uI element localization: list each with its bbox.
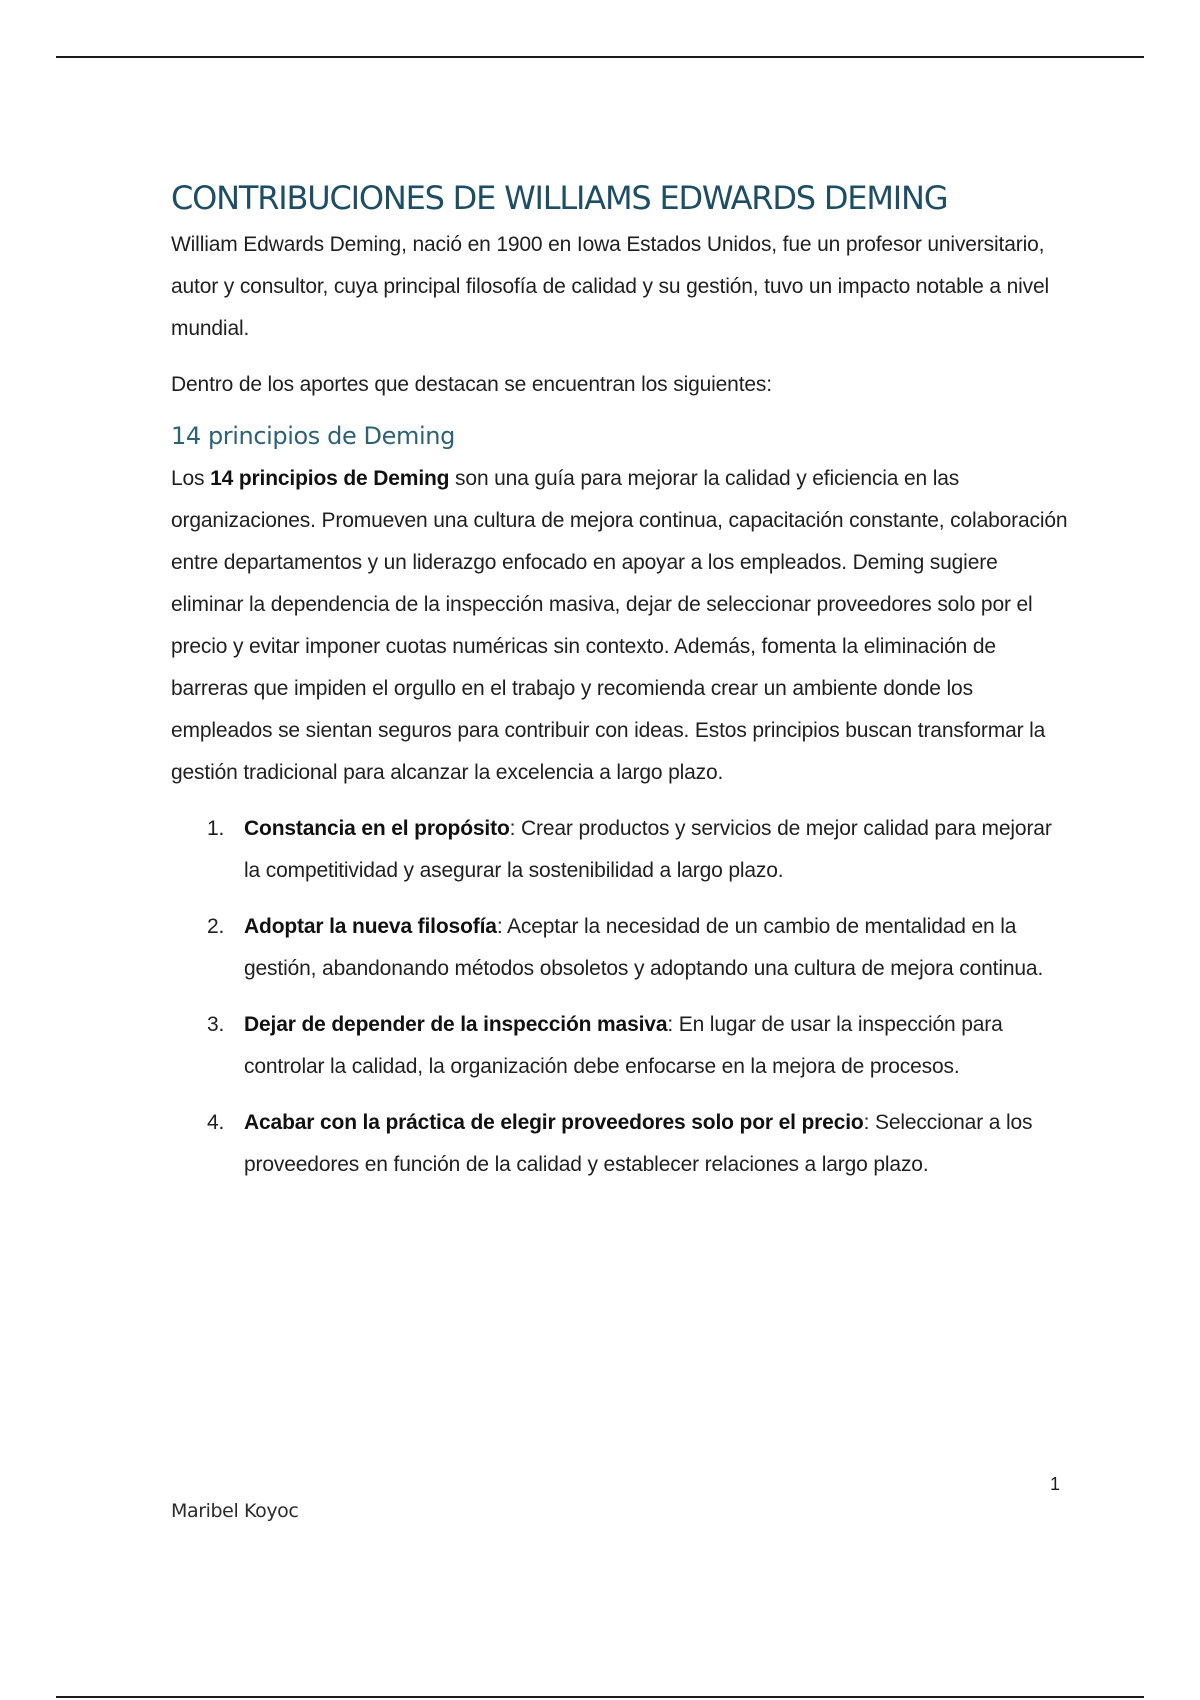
document-body [171,178,1071,1200]
list-item-number: 3. [207,1012,225,1036]
lead-paragraph: Dentro de los aportes que destacan se encuentran los siguientes: [171,373,772,396]
list-item-title: Adoptar la nueva filosofía [244,914,497,938]
description-bold: 14 principios de Deming [210,466,450,490]
list-item-text: : Aceptar la necesidad de un cambio de mentalidad en la gestión, abandonando métodos obsoletos y adoptando una cultura de mejora continua. [244,914,1044,980]
list-item-title: Constancia en el propósito [244,816,510,840]
principles-description [171,458,1071,794]
description-rest: son una guía para mejorar la calidad y eficiencia en las organizaciones. Promueven una cultura de mejora continua, capacitación constante, colaboración entre departamentos y un liderazgo enfocado en apoyar a los empleados. Deming sugiere eliminar la dependencia de la inspección masiva, dejar de seleccionar proveedores solo por el precio y evitar imponer cuotas numéricas sin contexto. Además, fomenta la eliminación de barreras que impiden el orgullo en el trabajo y recomienda crear un ambiente donde los empleados se sientan seguros para contribuir con ideas. Estos principios buscan transformar la gestión tradicional para alcanzar la excelencia a largo plazo. [171,466,1068,784]
intro-paragraph: William Edwards Deming, nació en 1900 en Iowa Estados Unidos, fue un profesor universitario, autor y consultor, cuya principal filosofía de calidad y su gestión, tuvo un impacto notable a nivel mundial. [171,233,1050,340]
top-rule [56,56,1144,58]
list-item-text: : Crear productos y servicios de mejor calidad para mejorar la competitividad y asegurar la sostenibilidad a largo plazo. [244,816,1052,882]
list-item-title: Dejar de depender de la inspección masiva [244,1012,668,1036]
description-prefix: Los [171,466,211,490]
list-item-title: Acabar con la práctica de elegir proveedores solo por el precio [244,1110,864,1134]
list-item [171,906,1071,990]
list-item [171,1102,1071,1186]
footer-author: Maribel Koyoc [171,1500,299,1522]
list-item [171,1004,1071,1088]
list-item-text: : En lugar de usar la inspección para controlar la calidad, la organización debe enfocarse en la mejora de procesos. [244,1012,1003,1078]
section-heading: 14 principios de Deming [171,422,455,450]
list-item-number: 2. [207,914,225,938]
list-item-number: 1. [207,816,225,840]
list-item-number: 4. [207,1110,225,1134]
document-title: CONTRIBUCIONES DE WILLIAMS EDWARDS DEMING [171,179,948,217]
page-number: 1 [1049,1474,1060,1494]
bottom-rule [56,1696,1144,1698]
list-item [171,808,1071,892]
principles-list [171,808,1071,1186]
list-item-text: : Seleccionar a los proveedores en función de la calidad y establecer relaciones a largo plazo. [244,1110,1033,1176]
